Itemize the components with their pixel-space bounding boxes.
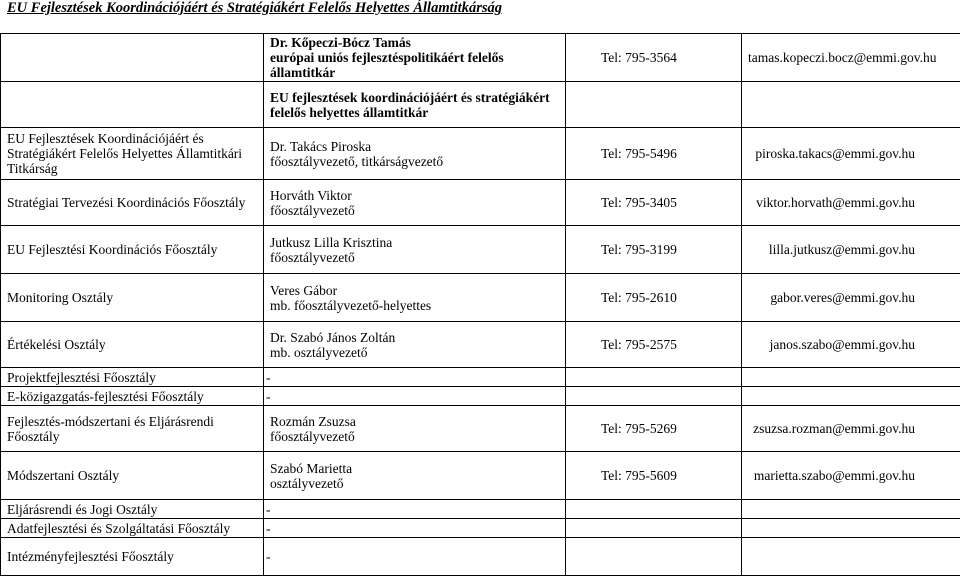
person-name: Szabó Marietta — [270, 460, 353, 476]
unit-cell — [1, 452, 264, 500]
unit-cell: Adatfejlesztési és Szolgáltatási Főosztály — [1, 519, 264, 538]
unit-name: Fejlesztés-módszertani és Eljárásrendi — [7, 413, 214, 429]
blank-cell — [566, 368, 742, 387]
subrole-cell — [264, 82, 566, 128]
person-cell — [264, 406, 566, 452]
person-title: főosztályvezető — [270, 202, 355, 218]
subrole-line-1: EU fejlesztések koordinációjáért és stratégiákért — [270, 89, 550, 105]
table-row — [1, 128, 960, 180]
blank-cell — [566, 82, 742, 128]
unit-cell — [1, 226, 264, 274]
blank-cell — [742, 82, 960, 128]
email[interactable]: zsuzsa.rozman@emmi.gov.hu — [742, 406, 960, 452]
unit-name: Módszertani Osztály — [7, 468, 120, 483]
person-title: osztályvezető — [270, 475, 344, 491]
email[interactable]: janos.szabo@emmi.gov.hu — [742, 322, 960, 368]
table-row — [1, 180, 960, 226]
table-row-subrole — [1, 82, 960, 128]
top-phone: Tel: 795-3564 — [566, 34, 742, 82]
person-cell — [264, 180, 566, 226]
unit-cell — [1, 128, 264, 180]
blank-cell — [742, 538, 960, 576]
person-cell — [264, 274, 566, 322]
email[interactable]: gabor.veres@emmi.gov.hu — [742, 274, 960, 322]
phone: Tel: 795-2575 — [566, 322, 742, 368]
email[interactable]: piroska.takacs@emmi.gov.hu — [742, 128, 960, 180]
unit-cell — [1, 322, 264, 368]
page-title: EU Fejlesztések Koordinációjáért és Stratégiákért Felelős Helyettes Államtitkárság — [7, 0, 502, 16]
unit-cell: Intézményfejlesztési Főosztály — [1, 538, 264, 576]
blank-cell — [742, 500, 960, 519]
phone: Tel: 795-2610 — [566, 274, 742, 322]
unit-cell — [1, 274, 264, 322]
person-cell — [264, 128, 566, 180]
top-person-role-1: európai uniós fejlesztéspolitikáért felelős — [270, 50, 504, 65]
table-row — [1, 226, 960, 274]
unit-name: EU Fejlesztési Koordinációs Főosztály — [7, 242, 218, 257]
person-name: Horváth Viktor — [270, 187, 352, 203]
blank-cell — [566, 538, 742, 576]
phone: Tel: 795-5496 — [566, 128, 742, 180]
blank-cell — [1, 82, 264, 128]
unit-name: Monitoring Osztály — [7, 290, 114, 305]
top-person-cell — [264, 34, 566, 82]
phone: Tel: 795-3405 — [566, 180, 742, 226]
table-row-vacant — [1, 538, 960, 576]
table-row-vacant — [1, 519, 960, 538]
email[interactable]: lilla.jutkusz@emmi.gov.hu — [742, 226, 960, 274]
unit-cell: Eljárásrendi és Jogi Osztály — [1, 500, 264, 519]
table-row-vacant — [1, 368, 960, 387]
person-name: Dr. Takács Piroska — [270, 138, 372, 154]
vacant-dash: - — [264, 387, 566, 406]
person-cell — [264, 452, 566, 500]
unit-name: Stratégiai Tervezési Koordinációs Főosztály — [7, 195, 246, 210]
blank-cell — [566, 519, 742, 538]
phone: Tel: 795-5609 — [566, 452, 742, 500]
blank-cell — [566, 387, 742, 406]
table-row-vacant — [1, 500, 960, 519]
person-title: főosztályvezető, titkárságvezető — [270, 153, 444, 169]
directory-table — [0, 33, 960, 576]
unit-cell — [1, 180, 264, 226]
person-cell — [264, 322, 566, 368]
unit-name: EU Fejlesztések Koordinációjáért és — [7, 131, 204, 146]
table-row — [1, 274, 960, 322]
phone: Tel: 795-3199 — [566, 226, 742, 274]
subrole-line-2: felelős helyettes államtitkár — [270, 104, 429, 120]
vacant-dash: - — [264, 500, 566, 519]
person-name: Rozmán Zsuzsa — [270, 413, 356, 429]
vacant-dash: - — [264, 368, 566, 387]
top-email[interactable]: tamas.kopeczi.bocz@emmi.gov.hu — [742, 34, 960, 82]
unit-name: Titkárság — [7, 161, 58, 176]
blank-cell — [742, 519, 960, 538]
person-name: Jutkusz Lilla Krisztina — [270, 234, 393, 250]
blank-cell — [742, 368, 960, 387]
person-title: főosztályvezető — [270, 249, 355, 265]
table-row — [1, 406, 960, 452]
person-title: főosztályvezető — [270, 428, 355, 444]
unit-cell — [1, 406, 264, 452]
unit-name: Értékelési Osztály — [7, 337, 106, 352]
vacant-dash: - — [264, 519, 566, 538]
blank-cell — [742, 387, 960, 406]
blank-cell — [1, 34, 264, 82]
top-person-name: Dr. Kőpeczi-Bócz Tamás — [270, 35, 411, 50]
unit-name: Stratégiákért Felelős Helyettes Államtitkári — [7, 146, 243, 161]
unit-cell: Projektfejlesztési Főosztály — [1, 368, 264, 387]
unit-cell: E-közigazgatás-fejlesztési Főosztály — [1, 387, 264, 406]
person-cell — [264, 226, 566, 274]
person-title: mb. osztályvezető — [270, 344, 368, 360]
person-name: Veres Gábor — [270, 282, 338, 298]
email[interactable]: viktor.horvath@emmi.gov.hu — [742, 180, 960, 226]
email[interactable]: marietta.szabo@emmi.gov.hu — [742, 452, 960, 500]
unit-name: Főosztály — [7, 428, 60, 444]
table-row — [1, 322, 960, 368]
vacant-dash: - — [264, 538, 566, 576]
person-name: Dr. Szabó János Zoltán — [270, 329, 396, 345]
top-person-role-2: államtitkár — [270, 65, 336, 80]
table-row — [1, 452, 960, 500]
table-row-top — [1, 34, 960, 82]
table-row-vacant — [1, 387, 960, 406]
person-title: mb. főosztályvezető-helyettes — [270, 297, 432, 313]
blank-cell — [566, 500, 742, 519]
phone: Tel: 795-5269 — [566, 406, 742, 452]
